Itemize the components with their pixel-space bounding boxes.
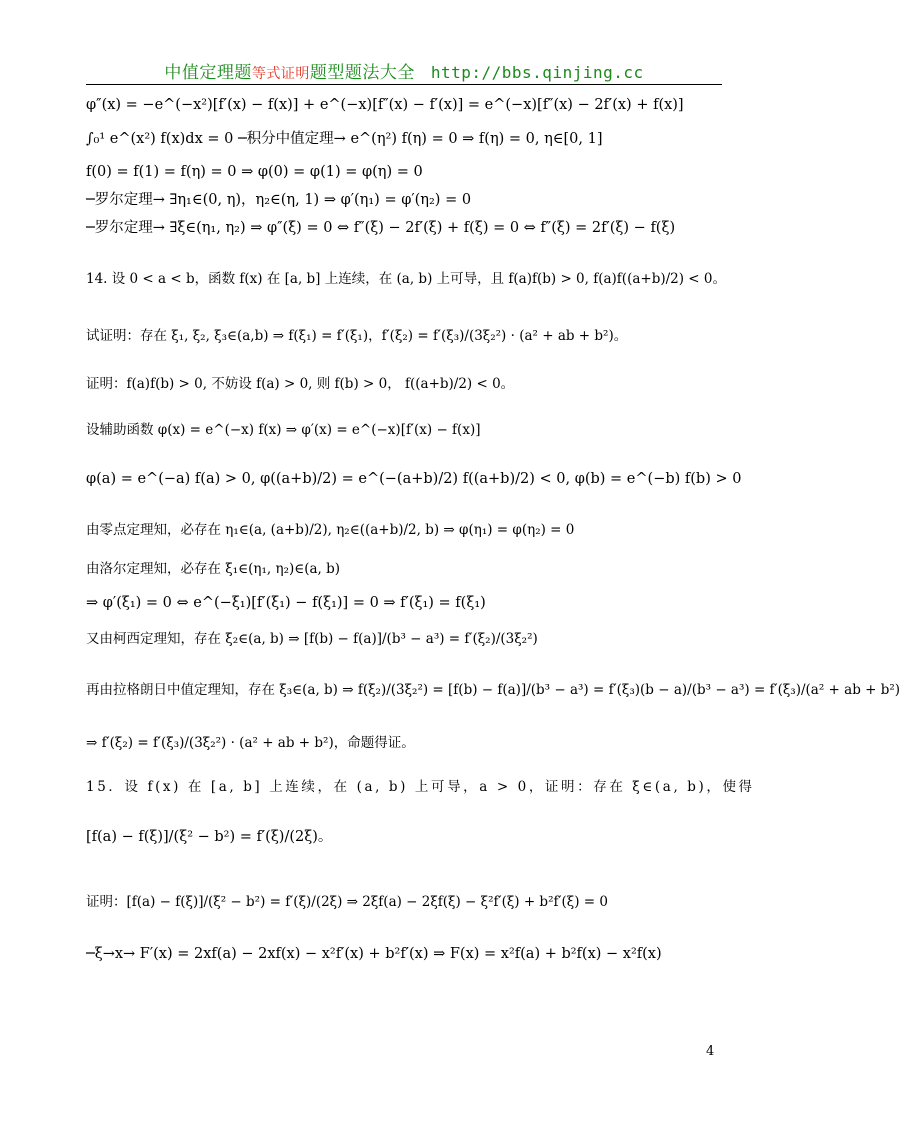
problem-14-goal: 试证明：存在 ξ₁, ξ₂, ξ₃∈(a,b) ⇒ f(ξ₁) = f′(ξ₁)，f′(ξ₂) = f′(ξ₃)/(3ξ₂²) · (a² + ab + b²)。: [86, 328, 628, 344]
header-rule: [86, 84, 722, 85]
equation-integral-mean-value: ∫₀¹ e^(x²) f(x)dx = 0 ─积分中值定理→ e^(η²) f(η) = 0 ⇒ f(η) = 0, η∈[0, 1]: [86, 131, 603, 147]
auxiliary-function-definition: 设辅助函数 φ(x) = e^(−x) f(x) ⇒ φ′(x) = e^(−x)[f′(x) − f(x)]: [86, 422, 481, 438]
page-header: [86, 58, 722, 83]
auxiliary-function-values: φ(a) = e^(−a) f(a) > 0, φ((a+b)/2) = e^(−(a+b)/2) f((a+b)/2) < 0, φ(b) = e^(−b) f(b) > 0: [86, 471, 742, 487]
header-title-part1: 中值定理题: [164, 63, 252, 83]
equation-rolle-first: ─罗尔定理→ ∃η₁∈(0, η)，η₂∈(η, 1) ⇒ φ′(η₁) = φ′(η₂) = 0: [86, 192, 472, 208]
problem-14-proof-start: 证明：f(a)f(b) > 0, 不妨设 f(a) > 0, 则 f(b) > 0， f((a+b)/2) < 0。: [86, 376, 515, 392]
header-title-part2: 等式证明: [251, 66, 310, 82]
problem-15-proof: 证明：[f(a) − f(ξ)]/(ξ² − b²) = f′(ξ)/(2ξ) ⇒ 2ξf(a) − 2ξf(ξ) − ξ²f′(ξ) + b²f′(ξ) = 0: [86, 894, 608, 910]
page-number: 4: [706, 1044, 715, 1059]
lagrange-theorem-step: 再由拉格朗日中值定理知，存在 ξ₃∈(a, b) ⇒ f(ξ₂)/(3ξ₂²) = [f(b) − f(a)]/(b³ − a³) = f′(ξ₃)(b − a)/(b³ − a³) = f′(ξ₃)/(a² + ab + b²): [86, 682, 900, 698]
xi1-conclusion: ⇒ φ′(ξ₁) = 0 ⇔ e^(−ξ₁)[f′(ξ₁) − f(ξ₁)] = 0 ⇒ f′(ξ₁) = f(ξ₁): [86, 595, 486, 611]
rolle-theorem-step: 由洛尔定理知，必存在 ξ₁∈(η₁, η₂)∈(a, b): [86, 561, 341, 577]
problem-15-statement: 15．设 f(x) 在 [a, b] 上连续，在 (a, b) 上可导，a > 0，证明：存在 ξ∈(a, b)，使得: [86, 779, 755, 795]
problem-14-statement: 14. 设 0 < a < b，函数 f(x) 在 [a, b] 上连续，在 (a, b) 上可导，且 f(a)f(b) > 0, f(a)f((a+b)/2) < 0。: [86, 271, 726, 287]
problem-15-antiderivative: ─ξ→x→ F′(x) = 2xf(a) − 2xf(x) − x²f′(x) + b²f′(x) ⇒ F(x) = x²f(a) + b²f(x) − x²f(x): [86, 946, 662, 962]
header-title-part3: 题型题法大全: [309, 63, 415, 83]
problem-14-conclusion: ⇒ f′(ξ₂) = f′(ξ₃)/(3ξ₂²) · (a² + ab + b²)，命题得证。: [86, 735, 415, 751]
header-url[interactable]: http://bbs.qinjing.cc: [430, 63, 644, 82]
equation-rolle-second: ─罗尔定理→ ∃ξ∈(η₁, η₂) ⇒ φ″(ξ) = 0 ⇔ f″(ξ) − 2f′(ξ) + f(ξ) = 0 ⇔ f″(ξ) = 2f′(ξ) − f(ξ): [86, 220, 676, 236]
cauchy-theorem-step: 又由柯西定理知，存在 ξ₂∈(a, b) ⇒ [f(b) − f(a)]/(b³ − a³) = f′(ξ₂)/(3ξ₂²): [86, 631, 538, 647]
equation-phi-second-derivative: φ″(x) = −e^(−x²)[f′(x) − f(x)] + e^(−x)[f″(x) − f′(x)] = e^(−x)[f″(x) − 2f′(x) + f(x)]: [86, 97, 684, 113]
equation-zeros: f(0) = f(1) = f(η) = 0 ⇒ φ(0) = φ(1) = φ(η) = 0: [86, 164, 423, 180]
zero-point-theorem-step: 由零点定理知，必存在 η₁∈(a, (a+b)/2), η₂∈((a+b)/2, b) ⇒ φ(η₁) = φ(η₂) = 0: [86, 522, 575, 538]
problem-15-equation: [f(a) − f(ξ)]/(ξ² − b²) = f′(ξ)/(2ξ)。: [86, 829, 333, 845]
